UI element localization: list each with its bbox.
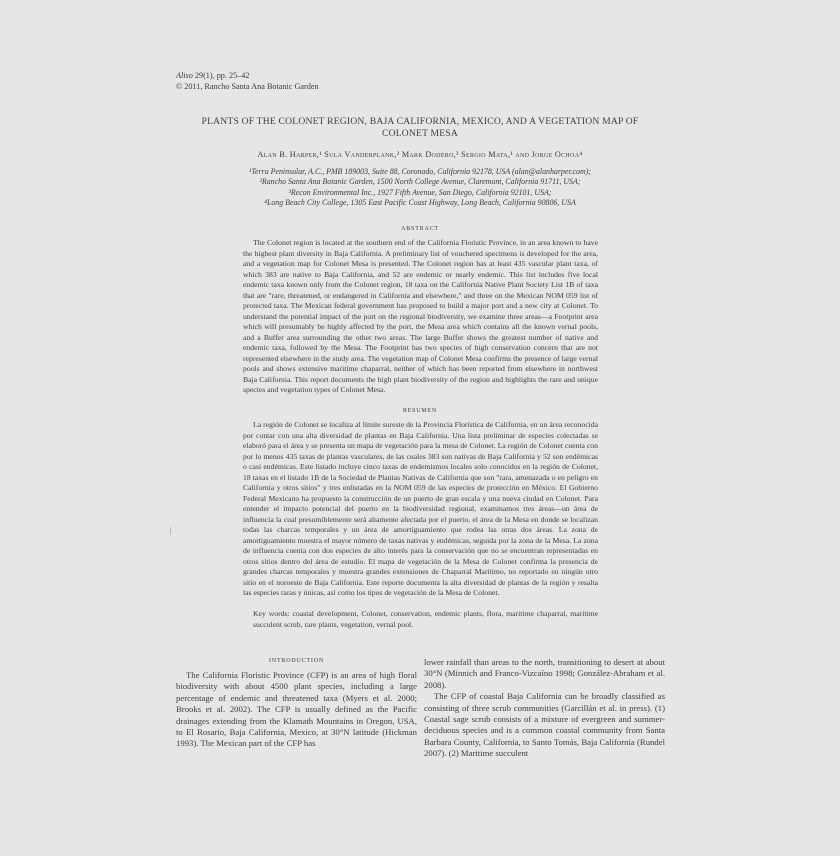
keywords: Key words: coastal development, Colonet, conservation, endemic plants, flora, maritime chaparral, maritime succulent scrub, rare plants, vegetation, vernal pool. <box>253 609 598 629</box>
paper-title: PLANTS OF THE COLONET REGION, BAJA CALIFORNIA, MEXICO, AND A VEGETATION MAP OF COLONET MESA <box>201 116 639 139</box>
affiliation-1: ¹Terra Peninsular, A.C., PMB 189003, Suite 88, Coronado, California 92178, USA (alan@alanharper.com); <box>249 167 591 176</box>
affiliation-4: ⁴Long Beach City College, 1305 East Pacific Coast Highway, Long Beach, California 90806, USA <box>264 198 576 208</box>
affiliation-2: ²Rancho Santa Ana Botanic Garden, 1500 North College Avenue, Claremont, California 91711, USA; <box>259 177 581 187</box>
copyright-line: © 2011, Rancho Santa Ana Botanic Garden <box>176 82 319 91</box>
journal-citation <box>176 70 319 81</box>
abstract-text: The Colonet region is located at the southern end of the California Floristic Province, in an area known to have the highest plant diversity in Baja California. A preliminary list of vouchered specimens is developed for the area, and a vegetation map for Colonet Mesa is presented. The Colonet region has at least 435 vascular plant taxa, of which 383 are native to Baja California, and 52 are endemic or nearly endemic. This list includes five local endemic taxa known only from the Colonet region, 18 taxa on the California Native Plant Society List 1B of taxa that are "rare, threatened, or endangered in California and elsewhere," and three on the Mexican NOM 059 list of protected taxa. The Mexican federal government has proposed to build a major port and a new city at Colonet. To understand the potential impact of the port on the regional biodiversity, we examine three areas—a Footprint area which will presumably be highly affected by the port, the Mesa area which contains all the known vernal pools, and a Buffer area surrounding the other two areas. The large Buffer shows the greatest number of native and endemic taxa, followed by the Mesa. The Footprint has two species of high conservation concern that are not represented elsewhere in the study area. The vegetation map of Colonet Mesa confirms the presence of large vernal pools and shows extensive maritime chaparral, neither of which has been reported from elsewhere in northwest Baja California. This report documents the high plant biodiversity of the region and highlights the rare and unique species and vegetation types of Colonet Mesa. <box>243 238 598 394</box>
stray-mark: ⁄ <box>167 526 175 537</box>
affiliation-3: ³Recon Environmental Inc., 1927 Fifth Avenue, San Diego, California 92101, USA; <box>288 187 552 197</box>
abstract-heading: ABSTRACT <box>401 226 439 232</box>
intro-right-paragraph-1: lower rainfall than areas to the north, transitioning to desert at about 30°N (Minnich and Franco-Vizcaíno 1998; González-Abraham et al. 2008). <box>424 657 665 690</box>
affiliations <box>210 167 630 209</box>
resumen-heading: RESUMEN <box>402 408 438 414</box>
author-list: Alan B. Harper,¹ Sula Vanderplank,² Mark Dodero,³ Sergio Mata,¹ and Jorge Ochoa⁴ <box>257 150 583 159</box>
intro-left-column: The California Floristic Province (CFP) is an area of high floral biodiversity with about 4500 plant species, including a large percentage of endemic and threatened taxa (Myers et al. 2000; Brooks et al. 2002). The CFP is usually defined as the Pacific drainages extending from the Klamath Mountains in Oregon, USA, to El Rosario, Baja California, Mexico, at 30°N latitude (Hickman 1993). The Mexican part of the CFP has <box>176 670 417 749</box>
journal-header <box>176 70 319 92</box>
intro-right-column <box>424 657 665 760</box>
resumen-text: La región de Colonet se localiza al límite sureste de la Provincia Florística de California, en un área reconocida por contar con una alta diversidad de plantas en Baja California. Una lista preliminar de especies colectadas se elaboró para el área y se presenta un mapa de vegetación para la mesa de Colonet. La región de Colonet cuenta con por lo menos 435 taxas de plantas vasculares, de las cuales 383 son nativas de Baja California y 52 son endémicas o casi endémicas. Este listado incluye cinco taxas de endemismos locales solo conocidos en la región de Colonet, 18 taxas en el listado 1B de la Sociedad de Plantas Nativas de California que son "rara, amenazada o en peligro en California y otros sitios" y tres enlistadas en la NOM 059 de las especies de protección en México. El Gobierno Federal Mexicano ha propuesto la construcción de un puerto de gran escala y una nueva ciudad en Colonet. Para entender el impacto potencial del puerto en la biodiversidad regional, examinamos tres áreas—un área de influencia la cual presumiblemente será altamente afectada por el puerto, el área de la Mesa en donde se localizan todas las charcas temporales y un área de amortiguamiento que rodea las otras dos áreas. La zona de amortiguamiento muestra el mayor número de taxas nativas y endémicas, seguida por la zona de la Mesa. La zona de influencia cuenta con dos especies de alto interés para la conservación que no se encuentran representadas en otros sitios dentro del área de estudio. El mapa de vegetación de la Mesa de Colonet confirma la presencia de grandes charcas temporales y muestra grandes extensiones de Chaparral Marítimo, no reportado en ningún otro sitio en el noroeste de Baja California. Este reporte documenta la alta diversidad de plantas de la región y resalta las especies raras y únicas, así como los tipos de vegetación de la Mesa de Colonet. <box>243 420 598 597</box>
introduction-heading: INTRODUCTION <box>269 658 324 664</box>
journal-volume-pages: 29(1), pp. 25–42 <box>192 71 250 80</box>
intro-right-paragraph-2: The CFP of coastal Baja California can be broadly classified as consisting of three scrub communities (Garcillán et al. in press). (1) Coastal sage scrub consists of a mixture of evergreen and summer-deciduous species and is a common coastal community from Santa Barbara County, California, to Santo Tomás, Baja California (Rundel 2007). (2) Maritime succulent <box>424 691 665 759</box>
journal-name: Aliso <box>176 71 193 80</box>
